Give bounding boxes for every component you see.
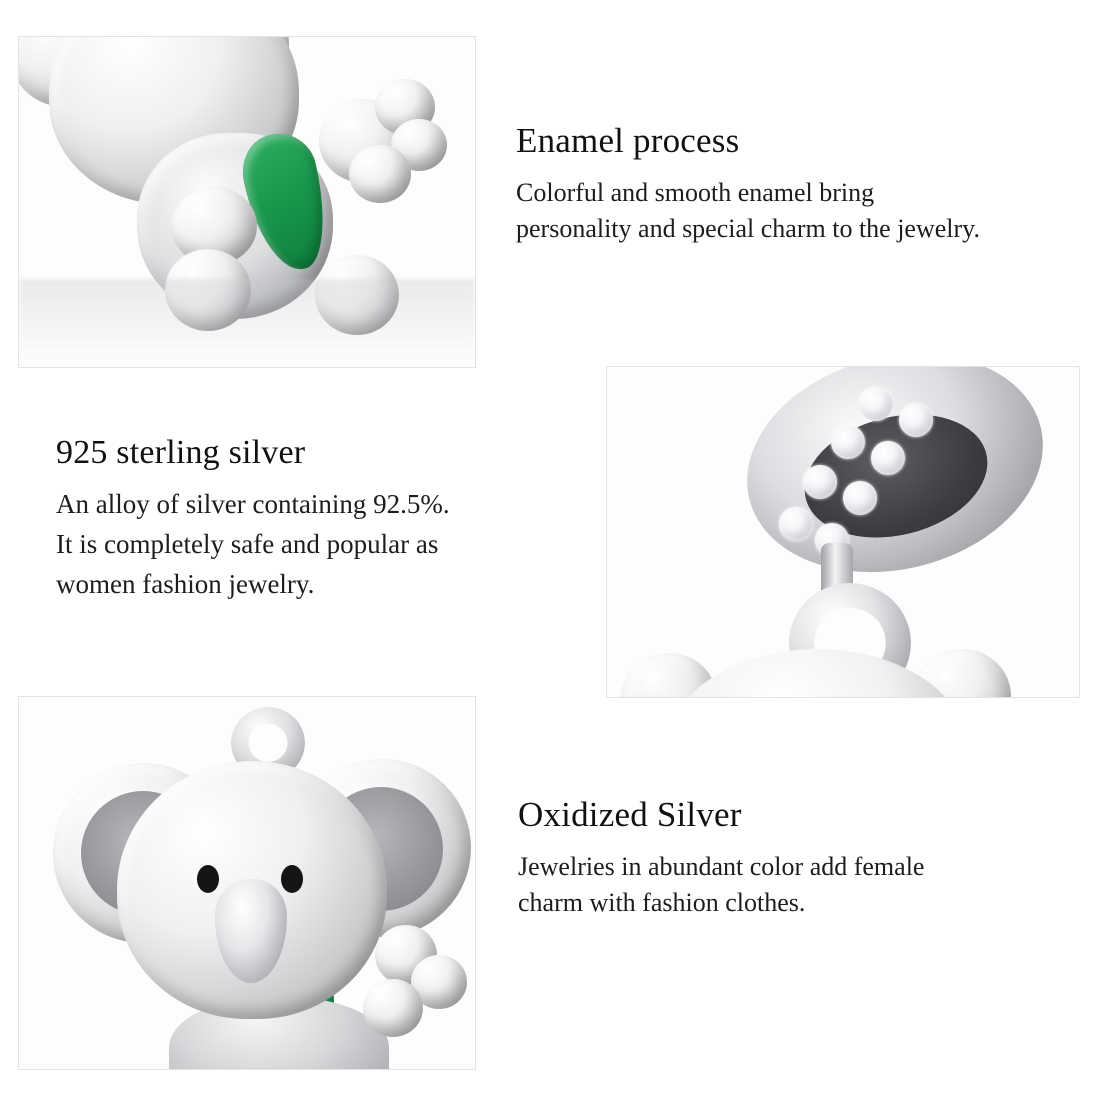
section-sterling	[56, 434, 576, 605]
section-oxidized-line-1: Jewelries in abundant color add female	[518, 851, 925, 881]
koala-face-artwork	[19, 697, 475, 1069]
section-oxidized	[518, 796, 1078, 922]
cz-stone	[779, 507, 813, 541]
koala-eye-left	[197, 865, 219, 893]
section-enamel-line-2: personality and special charm to the jewelry.	[516, 214, 980, 244]
photo-enamel	[18, 36, 476, 368]
section-sterling-line-3: women fashion jewelry.	[56, 569, 315, 600]
koala-paw-shape	[349, 145, 411, 203]
section-sterling-line-2: It is completely safe and popular as	[56, 529, 439, 560]
cz-stone	[871, 441, 905, 475]
koala-eye-right	[281, 865, 303, 893]
koala-enamel-artwork	[19, 37, 475, 367]
photo-face	[18, 696, 476, 1070]
section-oxidized-line-2: charm with fashion clothes.	[518, 888, 806, 918]
section-sterling-line-1: An alloy of silver containing 92.5%.	[56, 489, 450, 520]
koala-paw-shape	[363, 979, 423, 1037]
section-enamel-line-1: Colorful and smooth enamel bring	[516, 177, 875, 207]
charm-bail-artwork	[607, 367, 1079, 697]
photo-reflection	[19, 279, 475, 367]
section-sterling-heading: 925 sterling silver	[56, 434, 306, 471]
cz-stone	[803, 465, 837, 499]
cz-stone	[899, 403, 933, 437]
cz-stone	[843, 481, 877, 515]
section-enamel-heading: Enamel process	[516, 121, 740, 160]
section-enamel	[516, 122, 1091, 248]
section-oxidized-heading: Oxidized Silver	[518, 795, 742, 834]
photo-bail	[606, 366, 1080, 698]
cz-stone	[859, 387, 893, 421]
cz-stone	[831, 425, 865, 459]
